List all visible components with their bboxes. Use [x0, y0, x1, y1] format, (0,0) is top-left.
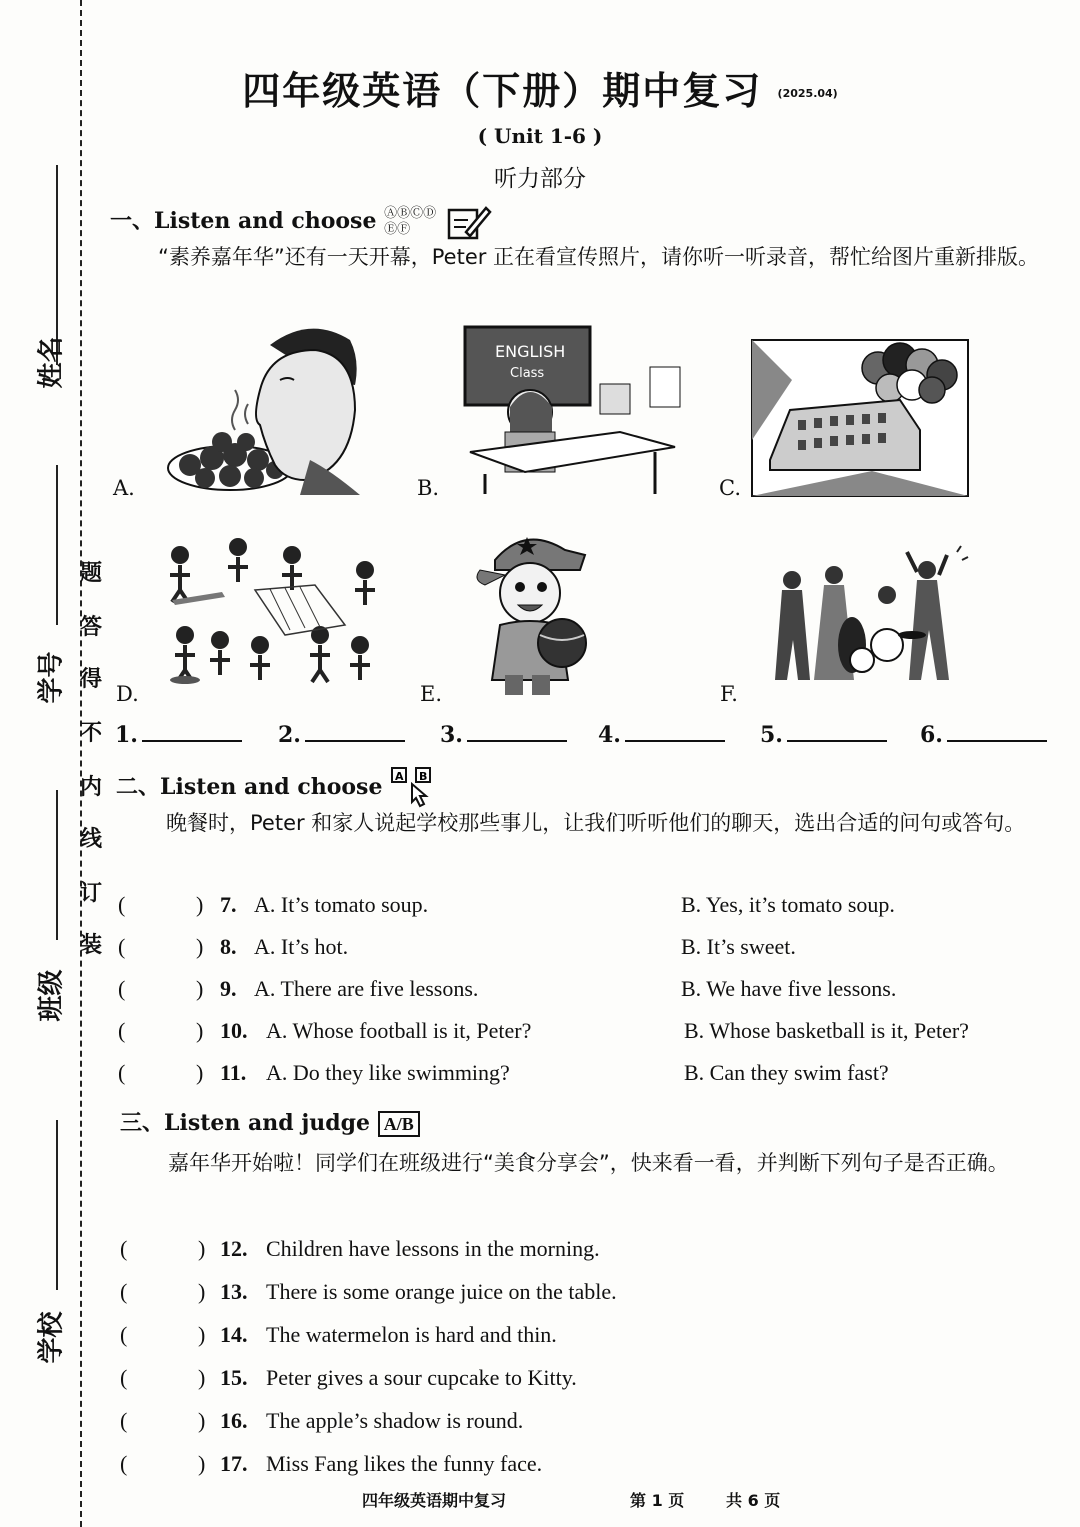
seal-char: 得 — [79, 667, 102, 692]
answer-bracket[interactable]: ( — [120, 1451, 128, 1476]
section3-intro: 嘉年华开始啦！同学们在班级进行“美食分享会”，快来看一看，并判断下列句子是否正确。 — [168, 1151, 1009, 1175]
picture-label: B. — [417, 476, 440, 500]
class-field-line — [56, 790, 58, 940]
school-field-line — [56, 1120, 58, 1290]
school-label: 学校 — [36, 1311, 67, 1364]
answer-num: 2. — [278, 722, 301, 748]
option-b: B. We have five lessons. — [681, 976, 897, 1001]
svg-text:B: B — [419, 770, 428, 783]
statement-text: Peter gives a sour cupcake to Kitty. — [266, 1365, 577, 1390]
answer-bracket[interactable]: ( — [118, 934, 126, 959]
seal-char: 订 — [79, 881, 102, 906]
section3-heading-text: 三、Listen and judge — [120, 1110, 371, 1136]
answer-num: 6. — [920, 722, 943, 748]
title-text: 四年级英语（下册）期中复习 — [242, 69, 763, 113]
answer-blank-5[interactable] — [760, 722, 887, 748]
picture-e-boy-with-ball — [470, 525, 590, 700]
option-a: A. There are five lessons. — [254, 976, 479, 1001]
section2-heading-text: 二、Listen and choose — [116, 774, 383, 800]
number-field-line — [56, 465, 58, 625]
picture-label: A. — [113, 476, 135, 500]
answer-bracket-close: ) — [196, 976, 204, 1001]
option-b: B. Yes, it’s tomato soup. — [681, 892, 895, 917]
units-subtitle: ( Unit 1-6 ) — [477, 124, 603, 148]
question-number: 11. — [220, 1060, 247, 1085]
seal-char: 答 — [79, 615, 102, 640]
seal-char: 题 — [79, 561, 102, 586]
answer-bracket-close: ) — [198, 1236, 206, 1261]
answer-bracket-close: ) — [196, 1018, 204, 1043]
answer-bracket[interactable]: ( — [120, 1408, 128, 1433]
answer-bracket-close: ) — [196, 934, 204, 959]
picture-label: C. — [719, 476, 741, 500]
answer-blank-3[interactable] — [440, 722, 567, 748]
statement-text: The apple’s shadow is round. — [266, 1408, 524, 1433]
picture-d-children-playing-games — [160, 535, 390, 695]
picture-label: D. — [116, 682, 139, 706]
question-number: 10. — [220, 1018, 248, 1043]
answer-bracket[interactable]: ( — [118, 976, 126, 1001]
question-number: 17. — [220, 1451, 248, 1476]
number-label: 学号 — [36, 651, 67, 704]
footer-course: 四年级英语期中复习 — [362, 1491, 507, 1510]
picture-a-boy-smelling-cookies — [160, 320, 370, 495]
section1-heading-text: 一、Listen and choose — [110, 208, 377, 234]
answer-num: 4. — [598, 722, 621, 748]
statement-text: Children have lessons in the morning. — [266, 1236, 600, 1261]
statement-text: The watermelon is hard and thin. — [266, 1322, 557, 1347]
answer-bracket-close: ) — [198, 1408, 206, 1433]
seal-char: 不 — [79, 721, 102, 746]
question-number: 15. — [220, 1365, 248, 1390]
answer-blank-2[interactable] — [278, 722, 405, 748]
answer-blank-1[interactable] — [115, 722, 242, 748]
answer-blank-4[interactable] — [598, 722, 725, 748]
question-number: 8. — [220, 934, 237, 959]
answer-bracket[interactable]: ( — [120, 1279, 128, 1304]
picture-label: E. — [420, 682, 443, 706]
picture-f-band-playing-music — [762, 540, 972, 690]
question-number: 13. — [220, 1279, 248, 1304]
option-a: A. Do they like swimming? — [266, 1060, 510, 1085]
title-date: (2025.04) — [777, 87, 838, 100]
option-b: B. It’s sweet. — [681, 934, 796, 959]
picture-b-girl-in-english-class — [455, 322, 685, 497]
option-b: B. Whose basketball is it, Peter? — [684, 1018, 969, 1043]
answer-num: 5. — [760, 722, 783, 748]
section1-intro: “素养嘉年华”还有一天开幕，Peter 正在看宣传照片，请你听一听录音，帮忙给图片重新排版。 — [158, 245, 1040, 269]
section3-heading — [120, 1106, 420, 1137]
question-number: 16. — [220, 1408, 248, 1433]
name-label: 姓名 — [36, 336, 67, 389]
option-a: A. Whose football is it, Peter? — [266, 1018, 532, 1043]
answer-bracket-close: ) — [196, 892, 204, 917]
seal-char: 线 — [79, 827, 102, 852]
class-label: 班级 — [36, 969, 67, 1022]
board-text-1: ENGLISH — [495, 342, 566, 361]
abc-choice-icon: ⒶⒷⒸⒹⒺⒻ — [384, 206, 437, 237]
listening-part-label: 听力部分 — [494, 166, 586, 192]
ab-box-icon: A/B — [378, 1111, 420, 1137]
seal-char: 内 — [79, 775, 102, 800]
answer-blank-6[interactable] — [920, 722, 1047, 748]
answer-bracket-close: ) — [198, 1322, 206, 1347]
statement-text: Miss Fang likes the funny face. — [266, 1451, 543, 1476]
page-title — [0, 60, 1080, 115]
question-number: 12. — [220, 1236, 248, 1261]
svg-text:A: A — [395, 770, 404, 783]
statement-text: There is some orange juice on the table. — [266, 1279, 617, 1304]
question-number: 14. — [220, 1322, 248, 1347]
board-text-2: Class — [510, 366, 545, 381]
footer-total: 共 6 页 — [726, 1491, 781, 1510]
section2-intro: 晚餐时，Peter 和家人说起学校那些事儿，让我们听听他们的聊天，选出合适的问句或答句。 — [166, 811, 1026, 835]
picture-c-school-with-balloons — [750, 330, 970, 498]
option-a: A. It’s tomato soup. — [254, 892, 429, 917]
answer-bracket-close: ) — [198, 1279, 206, 1304]
answer-bracket[interactable]: ( — [118, 1060, 126, 1085]
footer-page: 第 1 页 — [630, 1491, 685, 1510]
option-b: B. Can they swim fast? — [684, 1060, 889, 1085]
option-a: A. It’s hot. — [254, 934, 349, 959]
answer-num: 3. — [440, 722, 463, 748]
answer-bracket-close: ) — [198, 1365, 206, 1390]
question-number: 7. — [220, 892, 237, 917]
seal-char: 装 — [79, 933, 102, 958]
answer-bracket-close: ) — [198, 1451, 206, 1476]
answer-num: 1. — [115, 722, 138, 748]
answer-bracket[interactable]: ( — [120, 1365, 128, 1390]
binding-dashed-line — [80, 0, 82, 1527]
answer-bracket[interactable]: ( — [120, 1236, 128, 1261]
question-number: 9. — [220, 976, 237, 1001]
answer-bracket[interactable]: ( — [120, 1322, 128, 1347]
answer-bracket[interactable]: ( — [118, 892, 126, 917]
answer-bracket-close: ) — [196, 1060, 204, 1085]
answer-bracket[interactable]: ( — [118, 1018, 126, 1043]
picture-label: F. — [720, 682, 738, 706]
